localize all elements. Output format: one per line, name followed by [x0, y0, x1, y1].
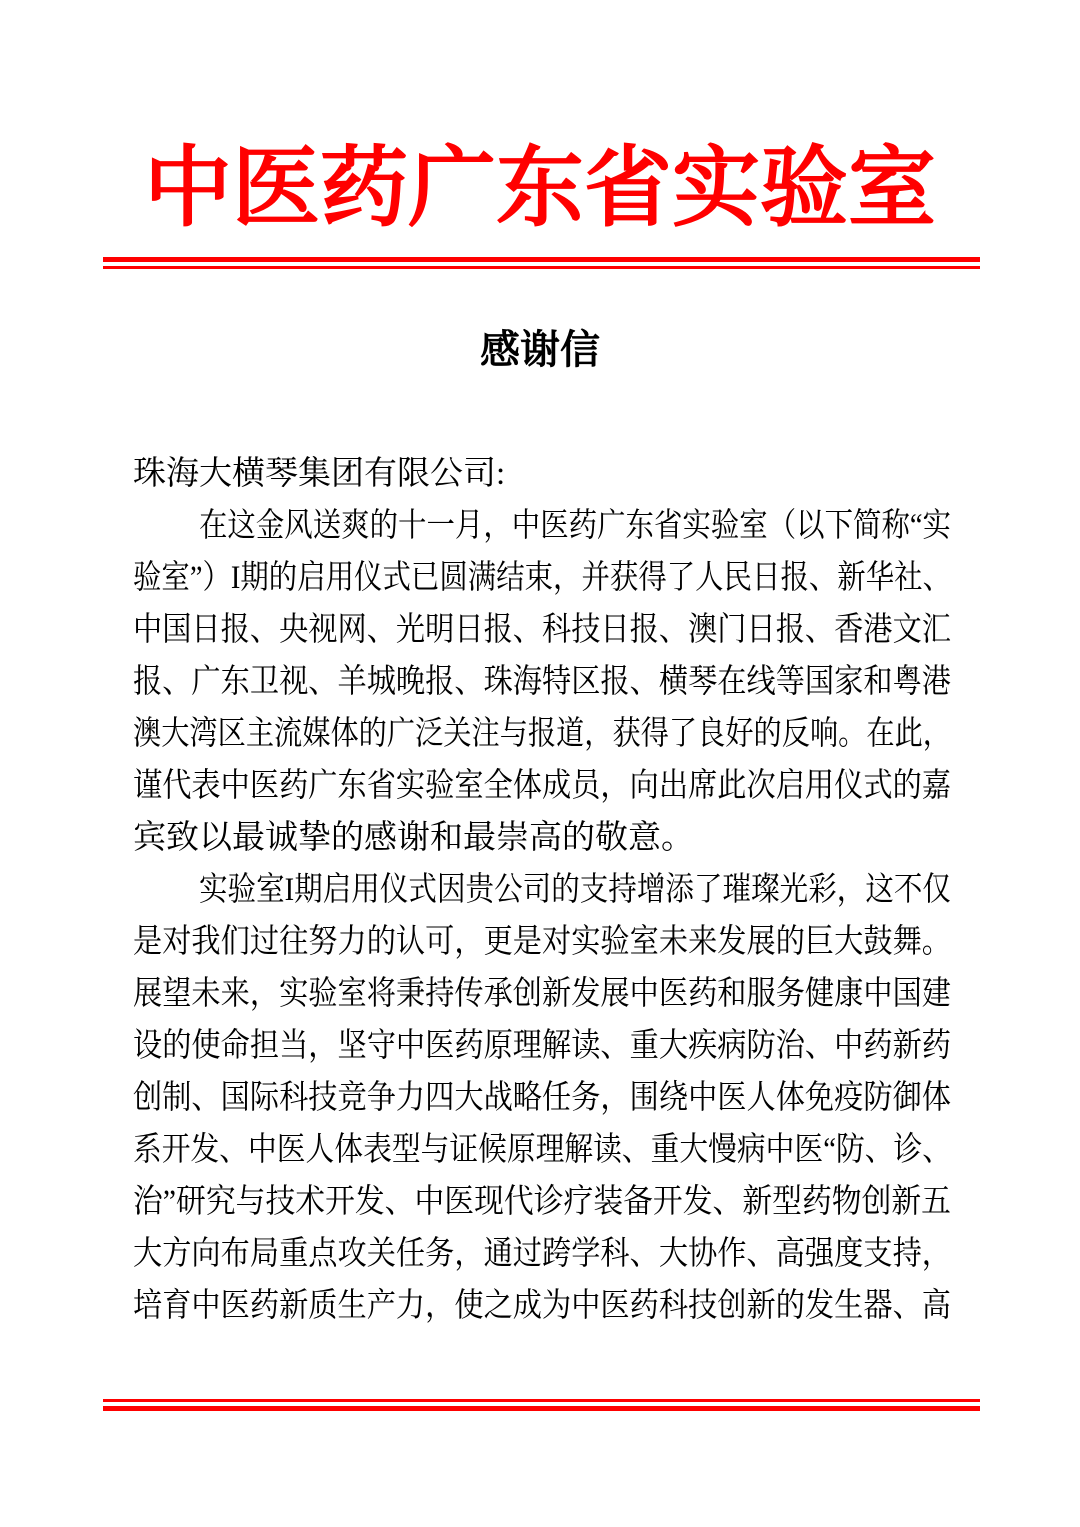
letterhead-divider: [103, 257, 980, 269]
text-line: 是对我们过往努力的认可，更是对实验室未来发展的巨大鼓舞。: [133, 924, 951, 960]
text-line: 验室”）I期的启用仪式已圆满结束，并获得了人民日报、新华社、: [133, 560, 951, 596]
text-line: 谨代表中医药广东省实验室全体成员，向出席此次启用仪式的嘉: [133, 768, 951, 804]
text-line: 宾致以最诚挚的感谢和最崇高的敬意。: [133, 820, 694, 856]
text-line: 创制、国际科技竞争力四大战略任务，围绕中医人体免疫防御体: [133, 1080, 951, 1116]
text-line: 展望未来，实验室将秉持传承创新发展中医药和服务健康中国建: [133, 976, 951, 1012]
footer-rule-thick: [103, 1406, 980, 1411]
text-line: 治”研究与技术开发、中医现代诊疗装备开发、新型药物创新五: [133, 1184, 951, 1220]
text-line: 中国日报、央视网、光明日报、科技日报、澳门日报、香港文汇: [133, 612, 951, 648]
text-line: 系开发、中医人体表型与证候原理解读、重大慢病中医“防、诊、: [133, 1132, 951, 1168]
footer-divider: [103, 1399, 980, 1411]
footer-rule-thin: [103, 1399, 980, 1402]
paragraphs-container: [133, 500, 951, 1332]
salutation: 珠海大横琴集团有限公司:: [133, 456, 506, 492]
letterhead-title: 中医药广东省实验室: [143, 141, 936, 238]
header-rule-thick: [103, 257, 980, 262]
header-rule-thin: [103, 266, 980, 269]
letter-body: [133, 448, 951, 1332]
text-line: 在这金风送爽的十一月，中医药广东省实验室（以下简称“实: [199, 508, 951, 544]
text-line: 报、广东卫视、羊城晚报、珠海特区报、横琴在线等国家和粤港: [133, 664, 951, 700]
paragraph: [133, 864, 951, 1332]
text-line: 培育中医药新质生产力，使之成为中医药科技创新的发生器、高: [133, 1288, 951, 1324]
paragraph: [133, 500, 951, 864]
text-line: 大方向布局重点攻关任务，通过跨学科、大协作、高强度支持，: [133, 1236, 951, 1272]
text-line: 设的使命担当，坚守中医药原理解读、重大疾病防治、中药新药: [133, 1028, 951, 1064]
text-line: 澳大湾区主流媒体的广泛关注与报道，获得了良好的反响。在此，: [133, 716, 951, 752]
text-line: 实验室I期启用仪式因贵公司的支持增添了璀璨光彩，这不仅: [199, 872, 951, 908]
document-title: 感谢信: [480, 327, 600, 372]
